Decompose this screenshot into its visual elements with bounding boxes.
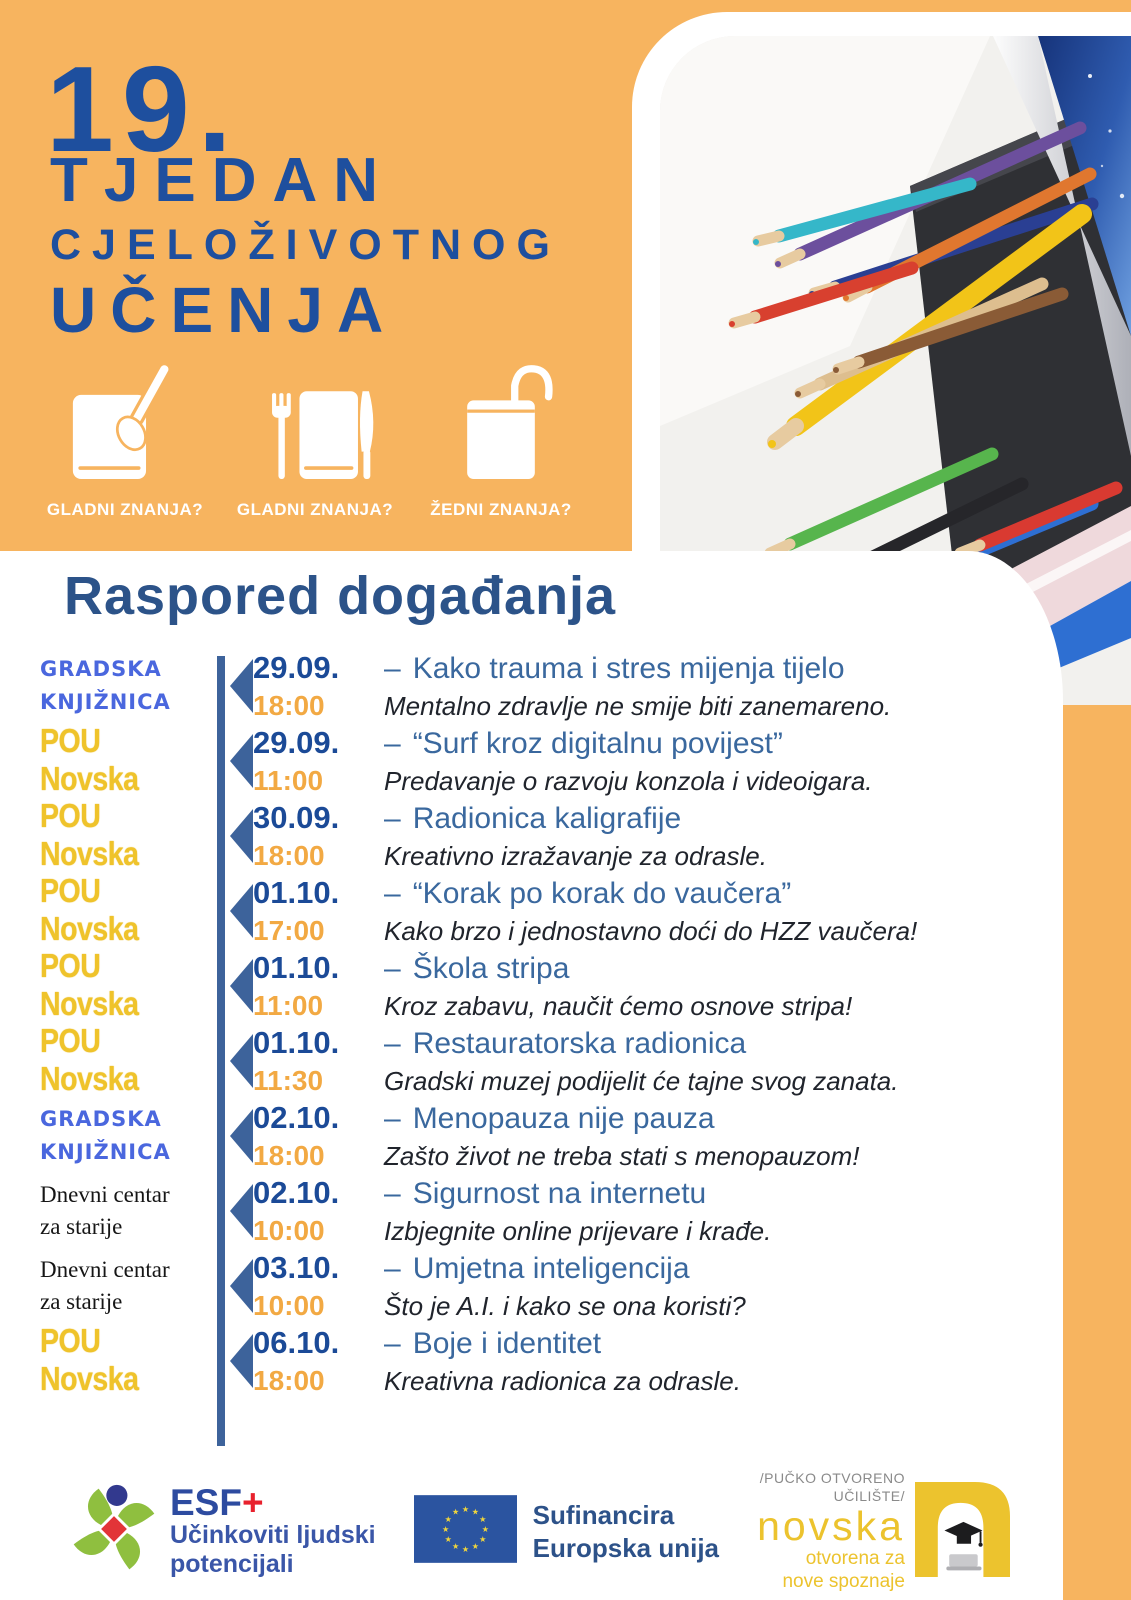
pou-tagline2: nove spoznaje — [782, 1570, 905, 1592]
svg-text:★: ★ — [444, 1534, 452, 1545]
esf-plus: + — [241, 1481, 264, 1523]
event-content — [244, 948, 1040, 1023]
event-description: Zašto život ne treba stati s menopauzom! — [384, 1140, 860, 1171]
event-date: 03.10. — [253, 1249, 340, 1285]
venue-line: POU Novska — [40, 722, 139, 798]
timeline-arrow-icon — [230, 1259, 253, 1313]
poster-title-line2: CJELOŽIVOTNOG — [50, 221, 561, 269]
event-time: 10:00 — [253, 1214, 325, 1246]
timeline-arrow-icon — [230, 959, 253, 1013]
svg-text:★: ★ — [461, 1544, 469, 1555]
event-title: Radionica kaligrafije — [412, 801, 682, 835]
event-time: 18:00 — [253, 689, 325, 721]
esf-pinwheel-icon — [66, 1481, 162, 1582]
svg-text:★: ★ — [451, 1507, 459, 1518]
pou-text — [757, 1470, 905, 1594]
event-title: Škola stripa — [412, 951, 570, 985]
juice-box-with-straw-icon — [408, 362, 594, 490]
event-content — [244, 1173, 1040, 1248]
pou-novska-mark-icon — [915, 1482, 1010, 1582]
venue-line: Dnevni centar — [40, 1182, 170, 1208]
event-content — [244, 873, 1040, 948]
event-content — [244, 648, 1040, 723]
orange-right-band — [1063, 705, 1131, 1600]
event-date: 06.10. — [253, 1324, 340, 1360]
venue-label — [40, 794, 200, 878]
venue-line: POU Novska — [40, 1022, 139, 1098]
timeline-arrow-icon — [230, 1109, 253, 1163]
timeline-column — [208, 1023, 244, 1098]
svg-text:★: ★ — [451, 1541, 459, 1552]
timeline-arrow-icon — [230, 659, 253, 713]
tagline-label: GLADNI ZNANJA? — [236, 500, 394, 519]
eu-text — [533, 1499, 719, 1564]
event-content — [244, 1098, 1040, 1173]
event-date: 01.10. — [253, 1024, 340, 1060]
tagline-label: GLADNI ZNANJA? — [46, 500, 204, 519]
event-date: 29.09. — [253, 649, 340, 685]
event-title: Menopauza nije pauza — [412, 1101, 715, 1135]
event-time: 17:00 — [253, 914, 325, 946]
event-row — [40, 798, 1040, 873]
timeline-arrow-icon — [230, 1184, 253, 1238]
svg-text:★: ★ — [441, 1524, 449, 1535]
event-title: Boje i identitet — [412, 1326, 602, 1360]
esf-line1: Učinkoviti ljudski — [170, 1520, 376, 1549]
event-row — [40, 1323, 1040, 1398]
event-time: 18:00 — [253, 1139, 325, 1171]
event-date: 01.10. — [253, 949, 340, 985]
timeline-arrow-icon — [230, 809, 253, 863]
svg-text:★: ★ — [471, 1507, 479, 1518]
event-row — [40, 1098, 1040, 1173]
event-content — [244, 723, 1040, 798]
eu-flag-icon — [414, 1495, 517, 1568]
venue-line: GRADSKA — [40, 656, 162, 681]
poster-title-line3: UČENJA — [50, 274, 398, 346]
event-title: Umjetna inteligencija — [412, 1251, 690, 1285]
tagline-hungry-2 — [222, 362, 408, 520]
event-row — [40, 648, 1040, 723]
svg-text:★: ★ — [461, 1504, 469, 1515]
timeline-column — [208, 948, 244, 1023]
dash-separator: – — [384, 651, 401, 685]
tagline-hungry-1 — [32, 362, 218, 520]
dash-separator: – — [384, 726, 401, 760]
timeline-column — [208, 1098, 244, 1173]
dash-separator: – — [384, 876, 401, 910]
timeline-arrow-icon — [230, 884, 253, 938]
schedule-card — [0, 551, 1063, 1600]
pou-name: novska — [757, 1503, 905, 1549]
event-date: 30.09. — [253, 799, 340, 835]
venue-label — [40, 1019, 200, 1103]
dash-separator: – — [384, 801, 401, 835]
venue-line: za starije — [40, 1213, 123, 1239]
event-time: 11:30 — [253, 1064, 324, 1096]
schedule-timeline — [40, 648, 1040, 1398]
event-date: 29.09. — [253, 724, 340, 760]
event-time: 11:00 — [253, 989, 324, 1021]
venue-label — [40, 1173, 208, 1248]
eu-line1: Sufinancira — [532, 1500, 675, 1531]
event-date: 02.10. — [253, 1174, 340, 1210]
event-time: 18:00 — [253, 839, 325, 871]
svg-text:★: ★ — [481, 1524, 489, 1535]
venue-line: za starije — [40, 1288, 123, 1314]
pou-tagline1: otvorena za — [805, 1548, 905, 1570]
svg-text:★: ★ — [444, 1514, 452, 1525]
event-row — [40, 1023, 1040, 1098]
tagline-label: ŽEDNI ZNANJA? — [430, 500, 572, 519]
event-row — [40, 1173, 1040, 1248]
book-with-spoon-icon — [32, 362, 218, 490]
event-content — [244, 798, 1040, 873]
event-row — [40, 723, 1040, 798]
poster-title-line1: TJEDAN — [50, 146, 395, 215]
event-description: Izbjegnite online prijevare i krađe. — [384, 1215, 772, 1246]
event-description: Kreativno izražavanje za odrasle. — [384, 840, 767, 871]
venue-line: KNJIŽNICA — [40, 689, 171, 714]
svg-text:★: ★ — [478, 1514, 486, 1525]
event-description: Predavanje o razvoju konzola i videoigara. — [384, 765, 873, 796]
timeline-arrow-icon — [230, 1034, 253, 1088]
timeline-column — [208, 798, 244, 873]
event-content — [244, 1023, 1040, 1098]
event-date: 01.10. — [253, 874, 340, 910]
dash-separator: – — [384, 1026, 401, 1060]
event-title: “Surf kroz digitalnu povijest” — [412, 726, 783, 760]
event-content — [244, 1248, 1040, 1323]
timeline-arrow-icon — [230, 1334, 253, 1388]
dash-separator: – — [384, 1101, 401, 1135]
dash-separator: – — [384, 1326, 401, 1360]
event-title: Restauratorska radionica — [412, 1026, 747, 1060]
edition-number: 19. — [46, 41, 240, 177]
venue-label — [40, 1098, 208, 1173]
event-date: 02.10. — [253, 1099, 340, 1135]
timeline-arrow-icon — [230, 734, 253, 788]
venue-label — [40, 944, 200, 1028]
event-title: Kako trauma i stres mijenja tijelo — [412, 651, 845, 685]
venue-line: POU Novska — [40, 947, 139, 1023]
venue-line: POU Novska — [40, 872, 139, 948]
venue-line: POU Novska — [40, 797, 139, 873]
event-time: 10:00 — [253, 1289, 325, 1321]
timeline-column — [208, 1248, 244, 1323]
dash-separator: – — [384, 1251, 401, 1285]
pou-small-line2: UČILIŠTE/ — [833, 1487, 905, 1504]
eu-line2: Europska unija — [532, 1532, 720, 1563]
venue-line: KNJIŽNICA — [40, 1139, 171, 1164]
footer-logos — [66, 1470, 1010, 1594]
event-description: Što je A.I. i kako se ona koristi? — [384, 1290, 746, 1321]
dash-separator: – — [384, 951, 401, 985]
event-title: “Korak po korak do vaučera” — [412, 876, 792, 910]
esf-text — [170, 1481, 376, 1580]
book-with-cutlery-icon — [222, 362, 408, 490]
event-description: Kreativna radionica za odrasle. — [384, 1365, 741, 1396]
esf-line2: potencijali — [170, 1550, 294, 1579]
event-content — [244, 1323, 1040, 1398]
event-description: Mentalno zdravlje ne smije biti zanemareno. — [384, 690, 892, 721]
eu-cofunding-logo — [414, 1495, 719, 1568]
venue-line: GRADSKA — [40, 1106, 162, 1131]
svg-text:★: ★ — [471, 1541, 479, 1552]
pou-small-line1: /PUČKO OTVORENO — [759, 1470, 905, 1486]
esf-logo — [66, 1481, 376, 1582]
venue-line: POU Novska — [40, 1322, 139, 1398]
dash-separator: – — [384, 1176, 401, 1210]
venue-label — [40, 1248, 208, 1323]
esf-name: ESF — [170, 1481, 242, 1523]
timeline-column — [208, 723, 244, 798]
venue-line: Dnevni centar — [40, 1257, 170, 1283]
event-row — [40, 948, 1040, 1023]
event-time: 18:00 — [253, 1364, 325, 1396]
venue-label — [40, 869, 200, 953]
event-title: Sigurnost na internetu — [412, 1176, 707, 1210]
timeline-column — [208, 873, 244, 948]
event-description: Kako brzo i jednostavno doći do HZZ vaučera! — [384, 915, 918, 946]
timeline-column — [208, 1323, 244, 1398]
event-time: 11:00 — [253, 764, 324, 796]
event-description: Kroz zabavu, naučit ćemo osnove stripa! — [384, 990, 853, 1021]
timeline-column — [208, 1173, 244, 1248]
event-description: Gradski muzej podijelit će tajne svog zanata. — [384, 1065, 899, 1096]
venue-label — [40, 719, 200, 803]
pou-novska-logo — [757, 1470, 1010, 1594]
event-row — [40, 1248, 1040, 1323]
schedule-heading: Raspored događanja — [64, 566, 617, 626]
venue-label — [40, 1319, 200, 1403]
venue-label — [40, 648, 208, 723]
tagline-thirsty — [408, 362, 594, 520]
svg-text:★: ★ — [478, 1534, 486, 1545]
timeline-column — [208, 648, 244, 723]
event-row — [40, 873, 1040, 948]
